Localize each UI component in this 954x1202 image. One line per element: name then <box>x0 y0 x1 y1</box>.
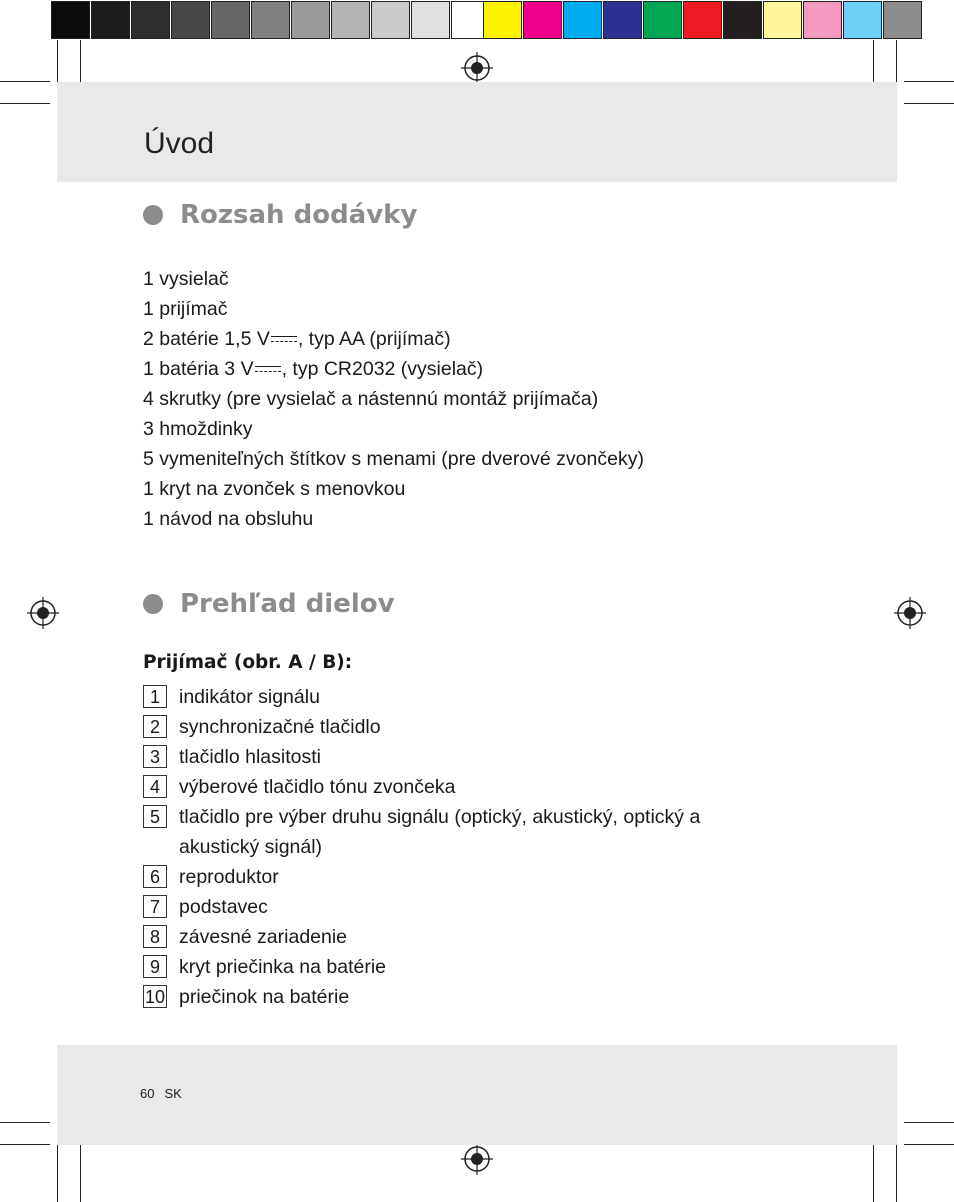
list-item-text: 2 batérie 1,5 V <box>143 328 270 350</box>
crop-mark <box>896 1142 897 1202</box>
registration-mark-icon <box>461 52 493 84</box>
part-number-box: 8 <box>143 925 167 948</box>
crop-mark <box>57 40 58 88</box>
grayscale-color-bar <box>51 1 491 39</box>
part-number-box: 7 <box>143 895 167 918</box>
color-swatch <box>211 1 250 39</box>
part-row <box>143 982 779 1012</box>
part-row <box>143 802 779 862</box>
language-code: SK <box>164 1086 182 1101</box>
list-item: 1 návod na obsluhu <box>143 508 314 530</box>
part-number-box: 10 <box>144 986 166 1007</box>
part-number-box: 4 <box>143 775 167 798</box>
crop-mark <box>0 1144 50 1145</box>
part-row <box>143 712 779 742</box>
crop-mark <box>0 1122 50 1123</box>
crop-mark <box>0 103 50 104</box>
crop-mark <box>896 40 897 88</box>
section-heading-scope-of-delivery <box>143 200 417 230</box>
list-item: 5 vymeniteľných štítkov s menami (pre dverové zvončeky) <box>143 448 644 470</box>
color-swatch <box>291 1 330 39</box>
page-title: Úvod <box>144 127 215 160</box>
color-swatch <box>523 1 562 39</box>
crop-mark <box>904 81 954 82</box>
list-item: 3 hmoždinky <box>143 418 253 440</box>
part-number-box: 3 <box>143 745 167 768</box>
list-item: 4 skrutky (pre vysielač a nástennú montáž prijímača) <box>143 388 599 410</box>
list-item-text: 1 batéria 3 V <box>143 358 254 380</box>
part-label: indikátor signálu <box>179 686 320 708</box>
parts-list <box>143 682 779 1012</box>
color-swatch <box>603 1 642 39</box>
color-swatch <box>131 1 170 39</box>
page-footer <box>140 1086 192 1101</box>
part-number-box: 6 <box>143 865 167 888</box>
color-swatch <box>91 1 130 39</box>
list-item-text: , typ CR2032 (vysielač) <box>281 358 484 380</box>
registration-mark-icon <box>461 1143 493 1175</box>
color-swatch <box>843 1 882 39</box>
list-item: 1 vysielač <box>143 268 229 290</box>
part-number-box: 5 <box>143 805 167 828</box>
list-item: 1 kryt na zvonček s menovkou <box>143 478 406 500</box>
color-swatch <box>803 1 842 39</box>
color-swatch <box>883 1 922 39</box>
list-item: 1 prijímač <box>143 298 228 320</box>
bullet-dot-icon <box>143 594 163 614</box>
part-label: tlačidlo pre výber druhu signálu (optický, akustický, optický a akustický signál) <box>179 806 701 858</box>
part-label: priečinok na batérie <box>179 986 350 1008</box>
part-row <box>143 772 779 802</box>
list-item-text: , typ AA (prijímač) <box>297 328 451 350</box>
part-label: reproduktor <box>179 866 279 888</box>
crop-mark <box>57 1142 58 1202</box>
color-swatch <box>563 1 602 39</box>
part-row <box>143 862 779 892</box>
crop-mark <box>873 1142 874 1202</box>
process-color-bar <box>483 1 923 39</box>
color-swatch <box>251 1 290 39</box>
part-number-box: 2 <box>143 715 167 738</box>
color-swatch <box>51 1 90 39</box>
color-swatch <box>331 1 370 39</box>
bullet-dot-icon <box>143 205 163 225</box>
dc-current-icon <box>255 364 281 376</box>
dc-current-icon <box>271 334 297 346</box>
crop-mark <box>873 40 874 88</box>
part-label: výberové tlačidlo tónu zvončeka <box>179 776 456 798</box>
registration-mark-icon <box>27 597 59 629</box>
delivery-list <box>143 264 644 534</box>
section-heading-text: Prehľad dielov <box>180 589 395 619</box>
crop-mark <box>904 103 954 104</box>
section-heading-text: Rozsah dodávky <box>180 200 418 230</box>
receiver-subheading: Prijímač (obr. A / B): <box>143 652 353 673</box>
list-item <box>143 324 644 354</box>
section-heading-parts-overview <box>143 589 395 619</box>
color-swatch <box>763 1 802 39</box>
color-swatch <box>171 1 210 39</box>
color-swatch <box>483 1 522 39</box>
part-label: závesné zariadenie <box>179 926 348 948</box>
crop-mark <box>0 81 50 82</box>
part-row <box>143 742 779 772</box>
crop-mark <box>80 40 81 88</box>
part-label: kryt priečinka na batérie <box>179 956 387 978</box>
color-swatch <box>371 1 410 39</box>
crop-mark <box>904 1122 954 1123</box>
part-row <box>143 682 779 712</box>
color-swatch <box>643 1 682 39</box>
crop-mark <box>80 1142 81 1202</box>
part-label: synchronizačné tlačidlo <box>179 716 381 738</box>
part-number-box: 9 <box>143 955 167 978</box>
part-label: podstavec <box>179 896 268 918</box>
registration-mark-icon <box>894 597 926 629</box>
part-label: tlačidlo hlasitosti <box>179 746 321 768</box>
part-row <box>143 952 779 982</box>
part-row <box>143 892 779 922</box>
list-item <box>143 354 644 384</box>
crop-mark <box>904 1144 954 1145</box>
color-swatch <box>411 1 450 39</box>
part-number-box: 1 <box>143 685 167 708</box>
part-row <box>143 922 779 952</box>
color-swatch <box>683 1 722 39</box>
page-number: 60 <box>140 1086 155 1101</box>
color-swatch <box>723 1 762 39</box>
